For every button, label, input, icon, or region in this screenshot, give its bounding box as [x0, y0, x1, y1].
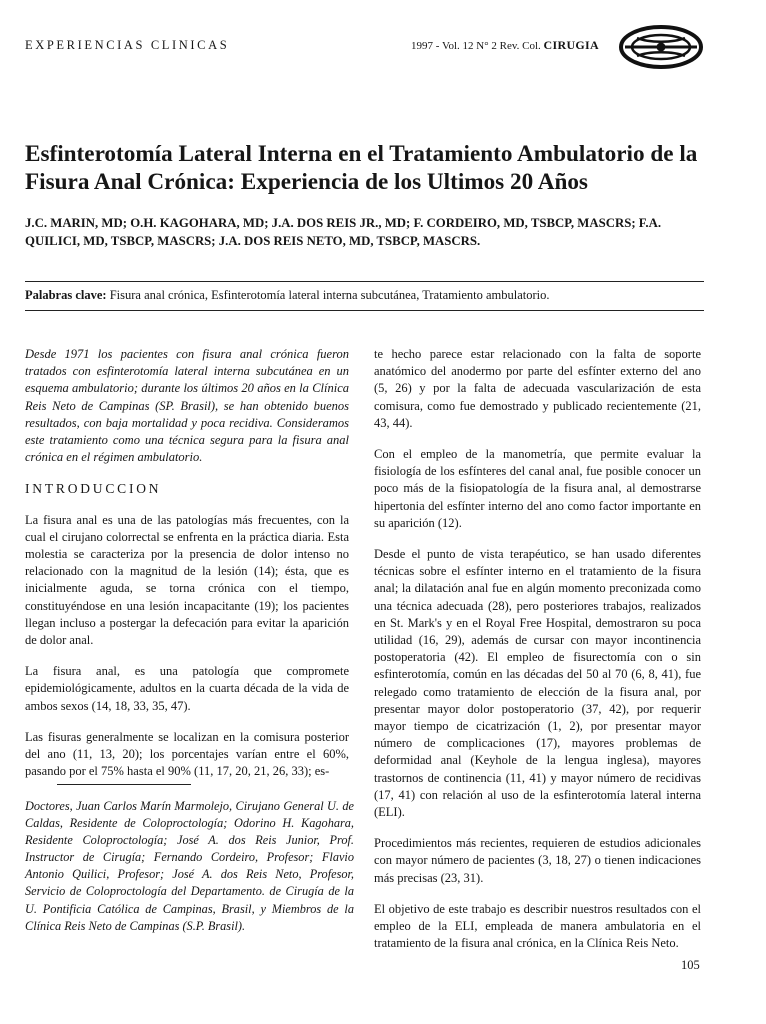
footnote-divider [57, 784, 191, 785]
author-list: J.C. MARIN, MD; O.H. KAGOHARA, MD; J.A. DOS REIS JR., MD; F. CORDEIRO, MD, TSBCP, MASCRS; F.A. QUILICI, MD, TSBCP, MASCRS; J.A. DOS REIS NETO, MD, TSBCP, MASCRS. [25, 216, 662, 248]
divider [25, 310, 704, 311]
journal-volume: 1997 - Vol. 12 N° 2 Rev. Col. [411, 40, 544, 52]
body-paragraph: El objetivo de este trabajo es describir nuestros resultados con el empleo de la ELI, empleada de manera ambulatoria en el tratamiento de la fisura anal crónica, en la Clínica Reis Neto. [374, 901, 701, 951]
left-column [25, 346, 349, 794]
right-column [374, 346, 701, 967]
body-paragraph: La fisura anal, es una patología que compromete epidemiológicamente, adultos en la cuarta década de la vida de ambos sexos (14, 18, 33, 35, 47). [25, 664, 349, 713]
section-heading-introduccion: INTRODUCCION [25, 481, 162, 497]
page-number: 105 [681, 958, 700, 972]
keywords-line [25, 288, 550, 303]
author-affiliations-footnote: Doctores, Juan Carlos Marín Marmolejo, Cirujano General U. de Caldas, Residente de Coloproctología; Odorino H. Kagohara, Residente Coloproctología; José A. dos Reis Junior, Prof. Instructor de Cirugía; Fernando Cordeiro, Profesor; Flavio Antonio Quilici, Profesor; José A. dos Reis Neto, Profesor, Servicio de Coloproctología del Departamento. de Cirugía de la U. Pontificia Católica de Campinas, Brasil, y Miembros de la Clínica Reis Neto de Campinas (S.P. Brasil). [25, 799, 354, 933]
keywords-text: Fisura anal crónica, Esfinterotomía lateral interna subcutánea, Tratamiento ambulatorio. [106, 288, 550, 302]
divider [25, 281, 704, 282]
body-paragraph: te hecho parece estar relacionado con la falta de soporte anatómico del anodermo por parte del esfínter externo del ano (5, 26) y por la falta de adecuada vascularización de esta comisura, como fue demostrado y publicado recientemente (21, 43, 44). [374, 347, 701, 430]
body-paragraph: La fisura anal es una de las patologías más frecuentes, con la cual el cirujano colorrectal se enfrenta en la práctica diaria. Esta molestia se caracteriza por la presencia de dolor intenso no relacionado con la magnitud de la lesión (14); ésta, que es inicialmente aguda, se torna crónica con el tiempo, constituyéndose en una lesión incapacitante (19); los pacientes llegan incluso a postergar la defecación para evitar la aparición de dolor anal. [25, 512, 349, 648]
body-paragraph: Las fisuras generalmente se localizan en la comisura posterior del ano (11, 13, 20); los porcentajes varían entre el 60%, pasando por el 75% hasta el 90% (11, 17, 20, 21, 26, 33); es- [25, 729, 349, 779]
journal-reference [411, 38, 599, 53]
body-paragraph: Con el empleo de la manometría, que permite evaluar la fisiología de los esfínteres del canal anal, fue posible conocer un poco más de la fisiopatología de la fisura anal, al demostrarse hipertonia del esfínter interno del ano como factor importante en su aparición (12). [374, 447, 701, 530]
body-paragraph: Desde el punto de vista terapéutico, se han usado diferentes técnicas sobre el esfínter interno en el tratamiento de la fisura anal; la dilatación anal fue en algún momento preconizada como una técnica adecuada (28), pero posteriores trabajos, realizados en St. Mark's y en el Royal Free Hospital, demostraron su poca utilidad (16, 29), además de cursar con mayor incontinencia postoperatoria (42). El empleo de fisurectomía con o sin esfinterotomía, común en las décadas del 50 al 70 (6, 8, 41), fue relegado como tratamiento de elección de la fisura anal, por presentar mayor dolor postoperatorio (37, 42), por requerir mayor tiempo de cicatrización (1, 2), por presentar mayor número de complicaciones (17), mayores problemas de deformidad anal (Keyhole de la lengua inglesa), mayores trastornos de continencia (11, 41) y mayor número de recidivas (17, 41) con relación al uso de la esfinterotomía lateral interna (ELI). [374, 547, 701, 820]
article-title: Esfinterotomía Lateral Interna en el Tratamiento Ambulatorio de la Fisura Anal Crónica: Experiencia de los Ultimos 20 Años [25, 141, 698, 195]
section-label: EXPERIENCIAS CLINICAS [25, 38, 230, 52]
journal-name: CIRUGIA [543, 38, 599, 52]
journal-logo-icon [619, 24, 703, 70]
keywords-label: Palabras clave: [25, 288, 107, 302]
body-paragraph: Procedimientos más recientes, requieren de estudios adicionales con mayor número de pacientes (3, 18, 27) o tienen indicaciones más precisas (23, 31). [374, 836, 701, 885]
abstract: Desde 1971 los pacientes con fisura anal crónica fueron tratados con esfinterotomía lateral interna subcutánea en un esquema ambulatorio; durante los últimos 20 años en la Clínica Reis Neto de Campinas (SP. Brasil), se han obtenido buenos resultados, con baja mortalidad y poca recidiva. Consideramos este tratamiento como una técnica segura para la fisura anal crónica en el régimen ambulatorio. [25, 347, 349, 465]
